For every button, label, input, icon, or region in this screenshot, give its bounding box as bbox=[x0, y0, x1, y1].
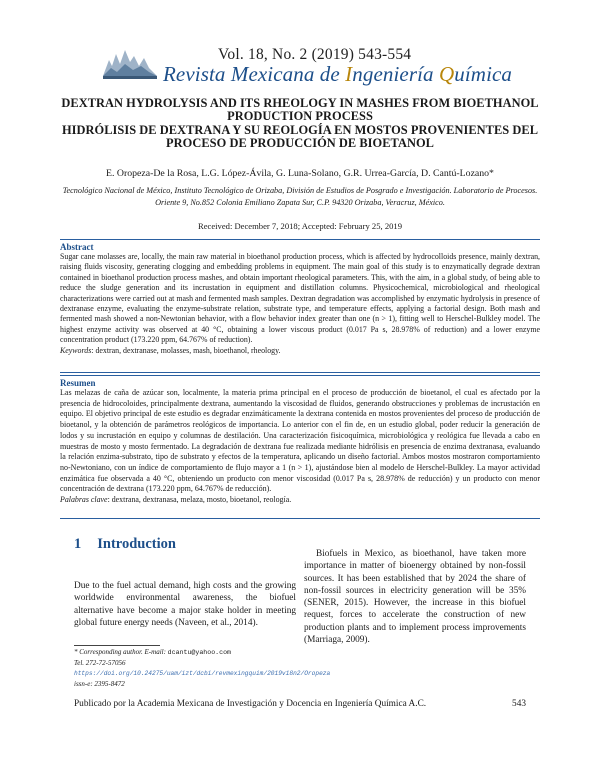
title-english: DEXTRAN HYDROLYSIS AND ITS RHEOLOGY IN MASHES FROM BIOETHANOL PRODUCTION PROCESS bbox=[61, 96, 539, 123]
received-accepted-dates: Received: December 7, 2018; Accepted: February 25, 2019 bbox=[197, 221, 403, 231]
page-number: 543 bbox=[512, 699, 526, 709]
journal-title: Revista Mexicana de Ingeniería Química bbox=[163, 62, 513, 86]
footnote bbox=[74, 647, 374, 689]
issn: issn-e: 2395-8472 bbox=[74, 680, 125, 688]
resumen-text: Las melazas de caña de azúcar son, localmente, la materia prima principal en el proceso de producción de bioetanol, el cual es afectado por la presencia de hidrocoloides, principalmente dextrana, aumentando la viscosidad de fluidos, generando obstrucciones y problemas de incrustación en equipo. El objetivo principal de este estudio es degradar enzimáticamente la dextrana contenida en mostos provenientes del proceso de producción de bioetanol, y la obtención de parámetros reológicos de importancia. Lo anterior con el fin de, en un estudio global, poder reducir la generación de lodos y su incrustación en equipo y columnas de destilación. Una caracterización fisicoquímica, microbiológica y reológica fue llevada a cabo en muestras de mosto y mosto fermentado. La degradación de dextrana fue realizada mediante hidrólisis en presencia de enzima dextranasa, evaluando la relación enzima-substrato, tipo de substrato y efectos de la temperatura, aplicando un diseño factorial. Ambos mostos mostraron comportamiento no-Newtoniano, con un índice de comportamiento de flujo mayor a 1 (n > 1), ajustándose bien al modelo de Herschel-Bulkley. La mayor actividad enzimática fue observada a 40 °C, obteniendo un producto con menor viscosidad (0.017 Pa s, 28.978% de reducción) y un producto con menor concentración de dextrana (173.220 ppm, 64.767% de reducción). bbox=[60, 388, 540, 494]
doi-link[interactable]: https://doi.org/10.24275/uam/izt/dcbi/revmexingquim/2019v18n2/Oropeza bbox=[74, 670, 331, 677]
abstract-box bbox=[60, 239, 540, 373]
authors: E. Oropeza-De la Rosa, L.G. López-Ávila, G. Luna-Solano, G.R. Urrea-García, D. Cantú-Lozano* bbox=[106, 168, 494, 179]
intro-paragraph-left: Due to the fuel actual demand, high costs and the growing worldwide environmental awareness, the biofuel alternative have become a major stake holder in meeting global future energy needs (Naveen, et al., 2014). bbox=[74, 581, 296, 628]
page-footer bbox=[74, 699, 526, 709]
publisher-line: Publicado por la Academia Mexicana de Investigación y Docencia en Ingeniería Química A.C. bbox=[74, 699, 427, 709]
footnote-rule bbox=[74, 645, 160, 646]
resumen-box bbox=[60, 375, 540, 519]
palabras-clave: Palabras clave: dextrana, dextranasa, melaza, mosto, bioetanol, reología. bbox=[60, 495, 292, 505]
title-spanish: HIDRÓLISIS DE DEXTRANA Y SU REOLOGÍA EN MOSTOS PROVENIENTES DEL PROCESO DE PRODUCCIÓN DE BIOETANOL bbox=[61, 123, 539, 150]
abstract-heading: Abstract bbox=[60, 242, 94, 252]
author-email[interactable]: dcantu@yahoo.com bbox=[167, 649, 231, 656]
section-heading-introduction: 1 Introduction bbox=[74, 536, 176, 552]
paper-titles bbox=[60, 97, 540, 150]
abstract-text: Sugar cane molasses are, locally, the main raw material in bioethanol production process, which is affected by hydrocolloids presence, mainly dextran, raising fluids viscosity, generating clogging and embedding problems in equipment. The main goal of this study is to enzymatically degrade dextran contained in bioethanol production process mashes, and obtain important rheological parameters. This, with the aim, in a global study, of being able to reduce the sludge generation and its incrustation in equipment and distillation columns. Physicochemical, microbiological and rheological characterizations were carried out at mash and fermented mash samples. Dextran degradation was accomplished by enzymatic hydrolysis in presence of dextranase enzyme, evaluating the enzyme-substrate relation, substrate type, and temperature effects, applying a factorial design. Both mash and fermented mash showed a non-Newtonian behavior, with a flow behavior index greater than one (n > 1), fitting well to Herschel-Bulkley model. The highest enzyme activity was observed at 40 °C, obtaining a lower viscous product (0.017 Pa s, 28.978% of reduction) and a lower enzyme concentration product (173.220 ppm, 64.767% of reduction). bbox=[60, 252, 540, 345]
intro-paragraph-right: Biofuels in Mexico, as bioethanol, have taken more importance in matter of bioenergy obtained by non-fossil sources. It has been established that by 2024 the share of non-fossil sources in electricity generation will be 35% (SENER, 2015). However, the increase in this biofuel request, forces to accelerate the construction of new production plants and to implement process improvements (Marriaga, 2009). bbox=[304, 549, 526, 646]
resumen-heading: Resumen bbox=[60, 378, 96, 388]
affiliation: Tecnológico Nacional de México, Instituto Tecnológico de Orizaba, División de Estudios de Posgrado e Investigación. Laboratorio de Procesos. Oriente 9, No.852 Colonia Emiliano Zapata Sur, C.P. 94320 Orizaba, Veracruz, México. bbox=[62, 186, 538, 208]
author-phone: Tel. 272-72-57056 bbox=[74, 659, 126, 667]
keywords: Keywords: dextran, dextranase, molasses, mash, bioethanol, rheology. bbox=[60, 345, 281, 355]
volume-info: Vol. 18, No. 2 (2019) 543-554 bbox=[218, 46, 412, 63]
journal-logo bbox=[101, 46, 159, 82]
corresponding-author-label: * Corresponding author. E-mail: bbox=[74, 648, 166, 656]
